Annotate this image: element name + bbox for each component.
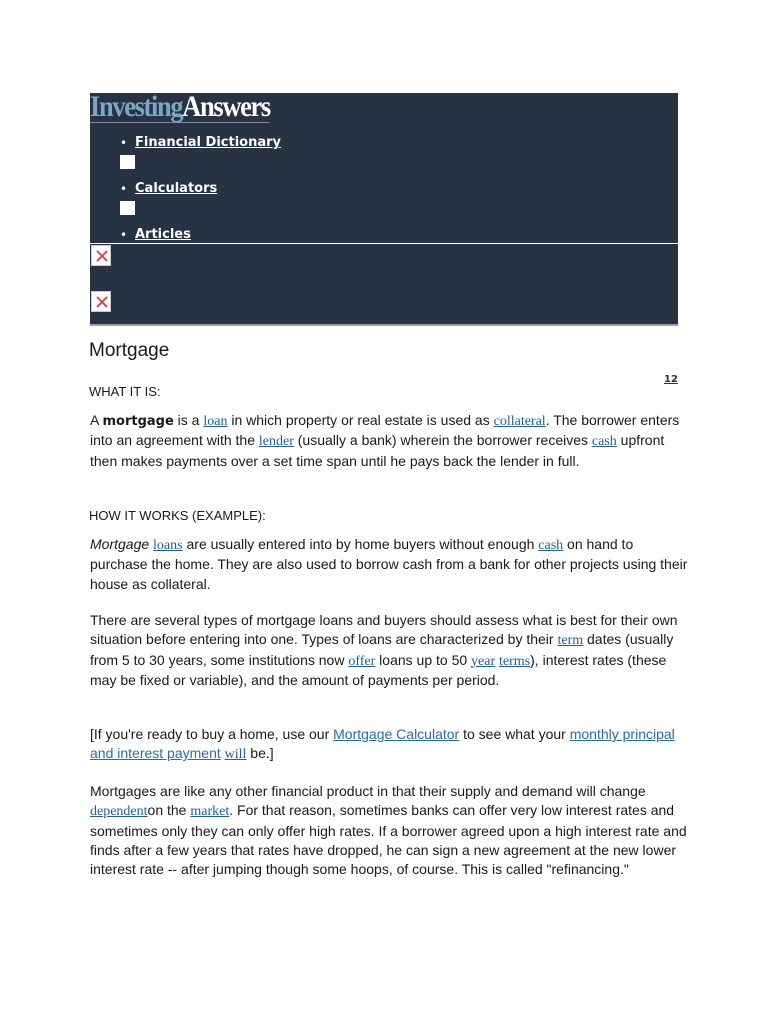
text: ), interest rates (these may be fixed or variable), and the amount of payments per period. <box>90 651 667 688</box>
bullet-icon: • <box>120 228 128 242</box>
page-title: Mortgage <box>89 340 170 361</box>
text: upfront then makes payments over a set time span until he pays back the lender in full. <box>90 432 665 469</box>
keyword-link-will[interactable]: will <box>224 747 247 763</box>
nav-separator <box>120 155 135 169</box>
logo-investing: Investing <box>90 90 183 123</box>
text: A <box>90 412 103 428</box>
text: . For that reason, sometimes banks can offer very low interest rates and sometimes only they can only offer high rates. If a borrower agreed upon a high interest rate and finds after a few years that rates have dropped, he can sign a new agreement at the new lower interest rate -- after jumping though some hoops, of course. This is called "refinancing." <box>90 802 687 878</box>
definition-paragraph <box>90 411 690 471</box>
text: dates (usually from 5 to 30 years, some institutions now <box>90 631 674 668</box>
example-paragraph <box>90 535 690 594</box>
nav-divider <box>90 243 678 244</box>
keyword-link-lender[interactable]: lender <box>258 434 294 450</box>
monthly-payment-link[interactable]: monthly principal and interest payment <box>90 726 675 762</box>
text: . The borrower enters into an agreement with the <box>90 412 680 449</box>
broken-image-icon <box>91 291 111 312</box>
text: in which property or real estate is used as <box>227 412 494 428</box>
text: on the <box>147 802 191 819</box>
calculator-paragraph <box>90 725 690 765</box>
keyword-link-year[interactable]: year <box>471 653 496 669</box>
site-logo[interactable] <box>90 90 270 123</box>
text: [If you're ready to buy a home, use our <box>90 726 334 742</box>
nav-link-calculators[interactable]: Calculators <box>135 181 218 196</box>
keyword-link-cash[interactable]: cash <box>591 434 617 450</box>
page-number-link[interactable]: 12 <box>664 374 678 385</box>
keyword-link-term[interactable]: term <box>557 633 584 649</box>
section-label-what-it-is: WHAT IT IS: <box>89 384 161 399</box>
text: be.] <box>246 745 274 762</box>
nav-separator <box>120 201 135 215</box>
site-header <box>90 90 678 326</box>
keyword-link-market[interactable]: market <box>190 804 230 820</box>
text: is a <box>173 412 204 428</box>
keyword-link-terms[interactable]: terms <box>499 653 531 669</box>
text: are usually entered into by home buyers without enough <box>182 536 539 552</box>
text: Mortgage <box>90 536 150 552</box>
keyword-link-cash[interactable]: cash <box>538 538 564 553</box>
nav-link-articles[interactable]: Articles <box>135 227 191 242</box>
text: on hand to purchase the home. They are also used to borrow cash from a bank for other projects using their house as collateral. <box>90 536 688 592</box>
text: There are several types of mortgage loans and buyers should assess what is best for their own situation before entering into one. Types of loans are characterized by their <box>90 612 678 648</box>
text: to see what your <box>459 726 570 742</box>
section-label-how-it-works: HOW IT WORKS (EXAMPLE): <box>89 508 266 523</box>
bullet-icon: • <box>120 182 128 196</box>
refinancing-paragraph <box>90 782 690 879</box>
mortgage-calculator-link[interactable]: Mortgage Calculator <box>333 726 460 742</box>
loan-types-paragraph <box>90 611 690 690</box>
keyword-link-dependent[interactable]: dependent <box>90 804 148 820</box>
logo-answers: Answers <box>182 90 270 123</box>
keyword-link-collateral[interactable]: collateral <box>493 414 546 429</box>
keyword-link-offer[interactable]: offer <box>348 653 376 669</box>
text: Mortgages are like any other financial product in that their supply and demand will change <box>90 783 646 799</box>
text: (usually a bank) wherein the borrower receives <box>293 432 592 449</box>
keyword-link-loans[interactable]: loans <box>153 538 183 553</box>
keyword-link-loan[interactable]: loan <box>203 414 228 429</box>
nav-link-financial-dictionary[interactable]: Financial Dictionary <box>135 135 282 150</box>
bullet-icon: • <box>120 136 128 150</box>
term-mortgage: mortgage <box>102 414 174 429</box>
text: loans up to 50 <box>375 651 472 668</box>
broken-image-icon <box>91 245 111 266</box>
